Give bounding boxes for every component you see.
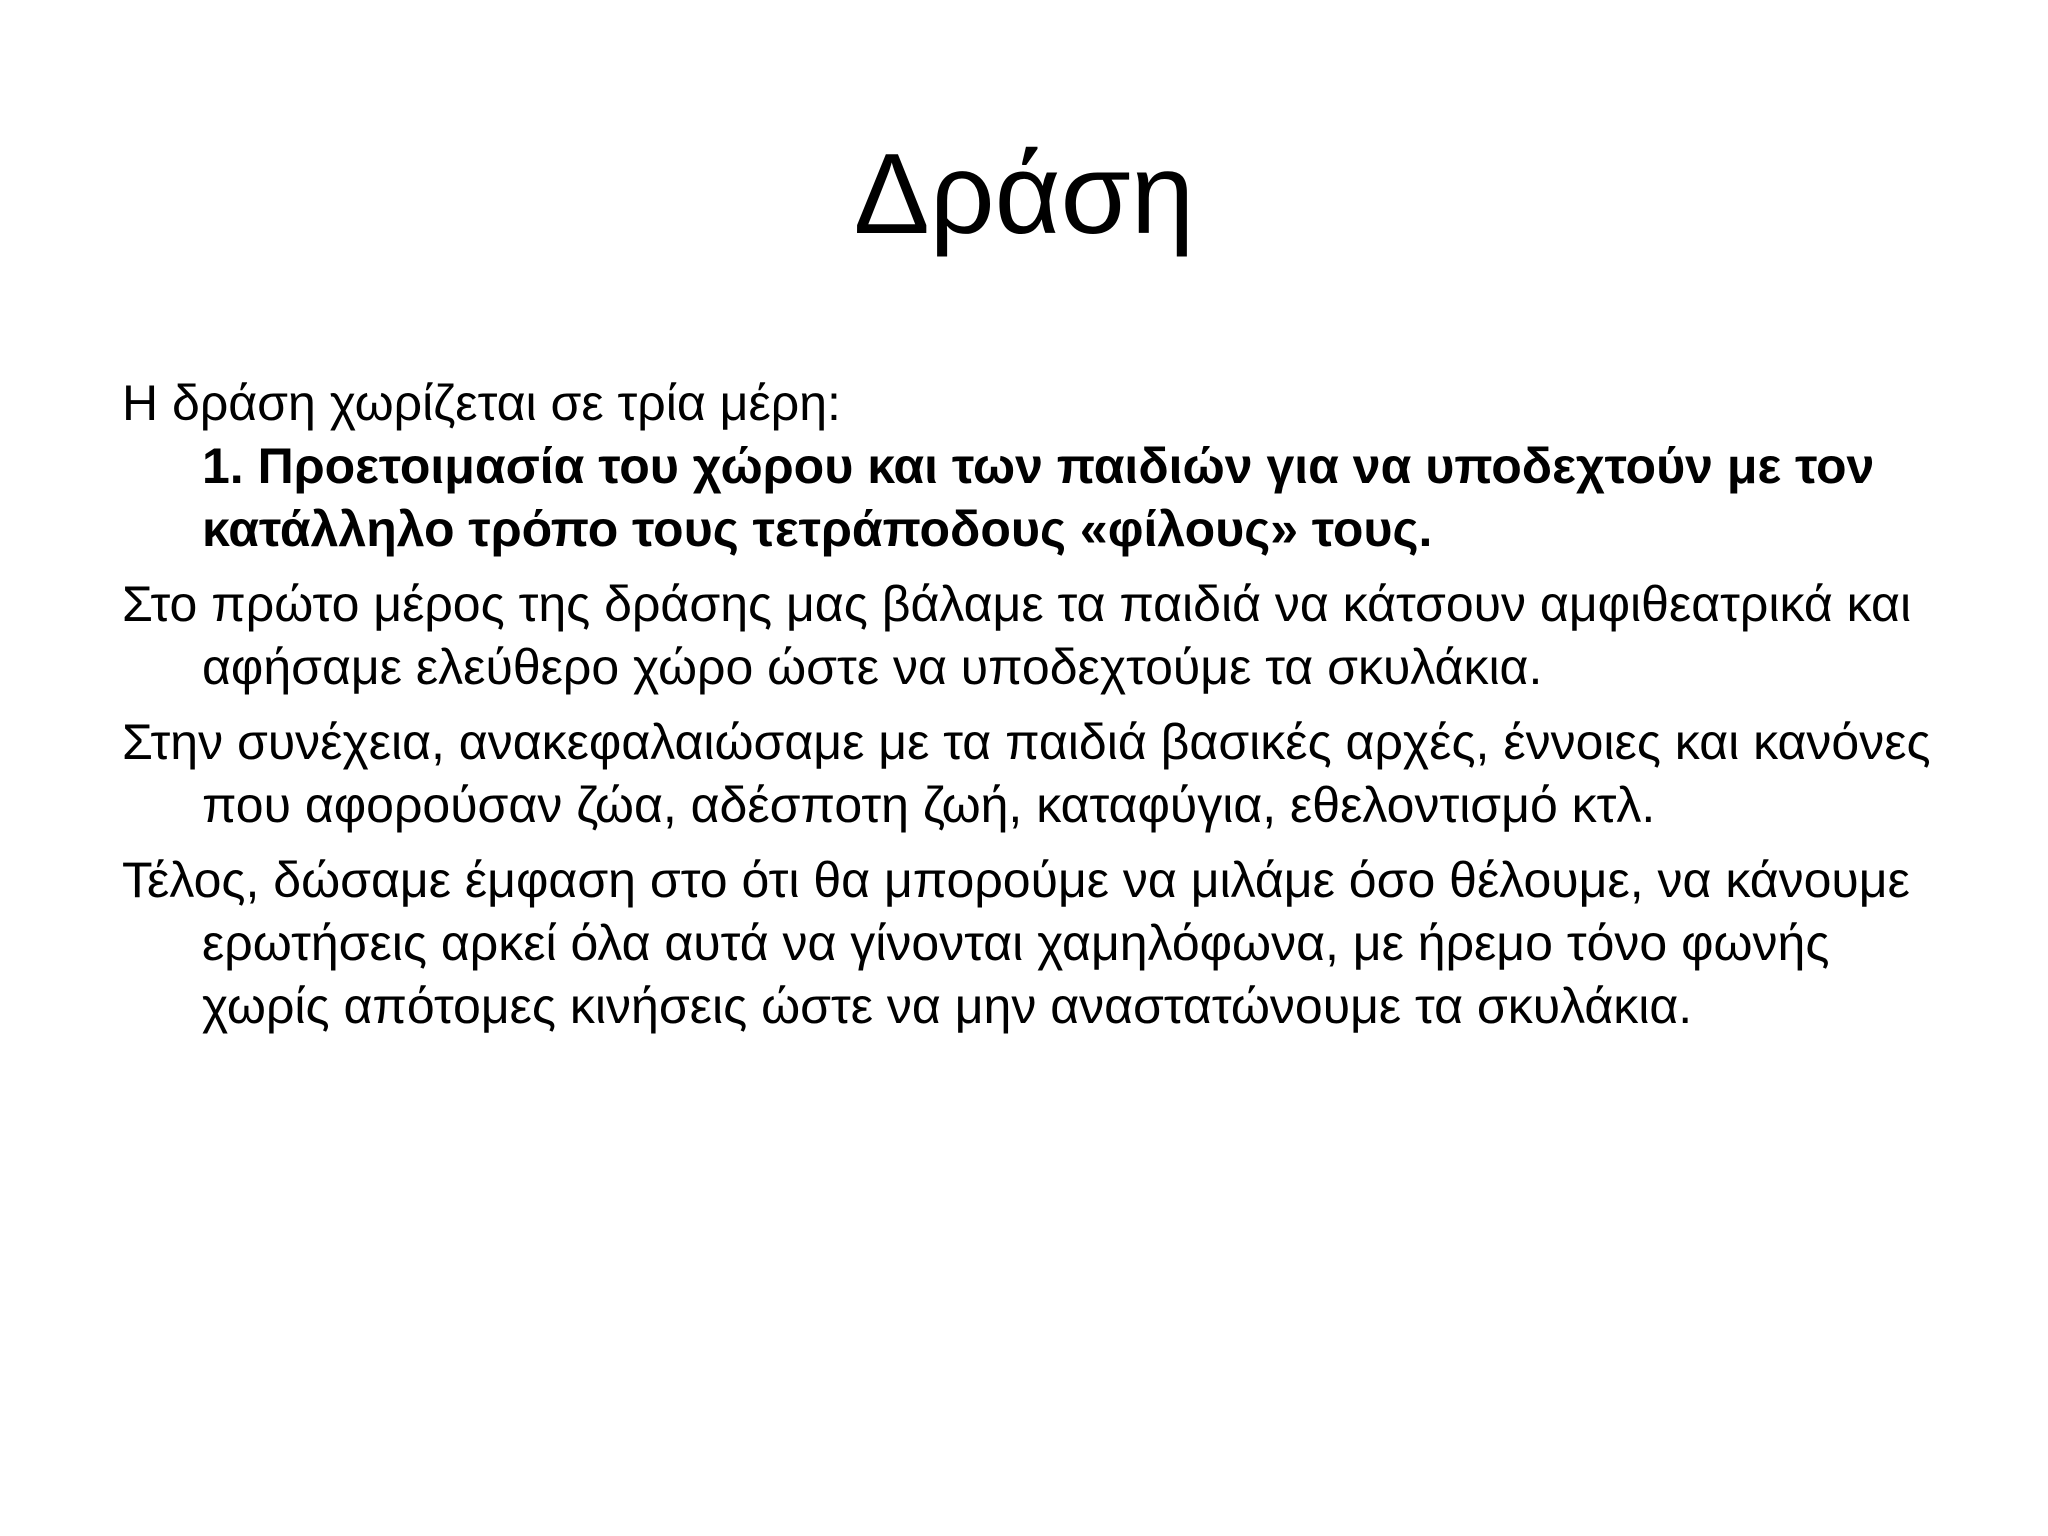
numbered-item: 1. Προετοιμασία του χώρου και των παιδιών για να υποδεχτούν με τον κατάλληλο τρόπο τους τετράποδους «φίλους» τους. xyxy=(202,438,1875,557)
slide-body xyxy=(122,372,1962,1050)
slide-title: Δράση xyxy=(853,131,1195,258)
paragraph-first-part: Στο πρώτο μέρος της δράσης μας βάλαμε τα παιδιά να κάτσουν αμφιθεατρικά και αφήσαμε ελεύθερο χώρο ώστε να υποδεχτούμε τα σκυλάκια. xyxy=(122,576,1912,695)
intro-text: Η δράση χωρίζεται σε τρία μέρη: xyxy=(122,375,841,431)
paragraph-emphasis: Τέλος, δώσαμε έμφαση στο ότι θα μπορούμε να μιλάμε όσο θέλουμε, να κάνουμε ερωτήσεις αρκεί όλα αυτά να γίνονται χαμηλόφωνα, με ήρεμο τόνο φωνής χωρίς απότομες κινήσεις ώστε να μην αναστατώνουμε τα σκυλάκια. xyxy=(122,852,1910,1034)
paragraph-recap: Στην συνέχεια, ανακεφαλαιώσαμε με τα παιδιά βασικές αρχές, έννοιες και κανόνες που αφορούσαν ζώα, αδέσποτη ζωή, καταφύγια, εθελοντισμό κτλ. xyxy=(122,714,1931,833)
